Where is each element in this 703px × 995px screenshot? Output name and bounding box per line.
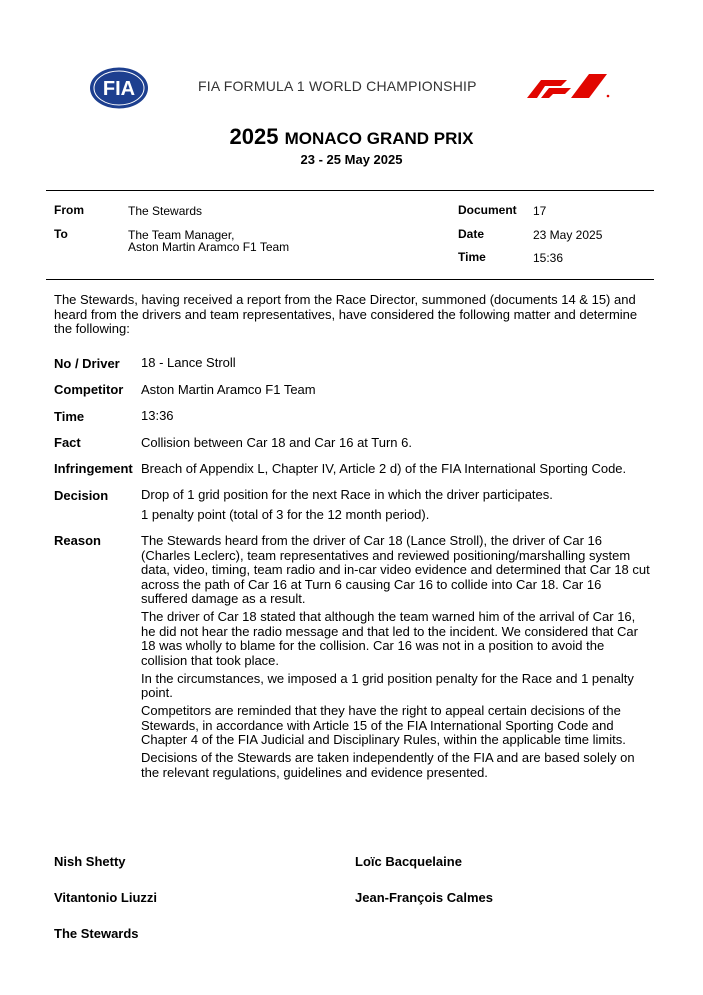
decision-value-2: 1 penalty point (total of 3 for the 12 month period). (141, 507, 430, 522)
from-label: From (54, 203, 84, 217)
to-value-line1: The Team Manager, (128, 228, 235, 242)
reason-label: Reason (54, 533, 101, 548)
reason-paragraph: The Stewards heard from the driver of Car 18 (Lance Stroll), the driver of Car 16 (Charles Leclerc), team representatives and reviewed positioning/marshalling system data, video, timing, team radio and in-car video evidence and determined that Car 18 cut across the path of Car 16 at Turn 6 causing Car 16 to collide into Car 18. Car 16 suffered damage as a result. (141, 533, 650, 606)
date-label: Date (458, 227, 485, 241)
decision-value-1: Drop of 1 grid position for the next Race in which the driver participates. (141, 487, 553, 502)
page-title (0, 124, 703, 150)
steward-name: Loïc Bacquelaine (355, 854, 462, 869)
steward-name: Nish Shetty (54, 854, 126, 869)
document-value: 17 (533, 204, 547, 218)
title-event: MONACO GRAND PRIX (284, 129, 474, 148)
incident-time-label: Time (54, 409, 85, 424)
infringement-value: Breach of Appendix L, Chapter IV, Article 2 d) of the FIA International Sporting Code. (141, 461, 627, 476)
fact-label: Fact (54, 435, 81, 450)
title-year: 2025 (229, 124, 279, 149)
reason-paragraph: Decisions of the Stewards are taken independently of the FIA and are based solely on the relevant regulations, guidelines and evidence presented. (141, 750, 635, 780)
driver-label: No / Driver (54, 356, 120, 371)
steward-name: Jean-François Calmes (355, 890, 494, 905)
document-label: Document (458, 203, 517, 217)
f1-logo (527, 74, 611, 98)
time-value: 15:36 (533, 251, 564, 265)
decision-label: Decision (54, 488, 109, 503)
stewards-footer: The Stewards (54, 926, 139, 941)
infringement-label: Infringement (54, 461, 133, 476)
championship-title: FIA FORMULA 1 WORLD CHAMPIONSHIP (198, 78, 477, 94)
date-value: 23 May 2025 (533, 228, 603, 242)
steward-name: Vitantonio Liuzzi (54, 890, 158, 905)
incident-time-value: 13:36 (141, 408, 174, 423)
divider-bottom (46, 279, 654, 280)
from-value: The Stewards (128, 204, 203, 218)
intro-paragraph: The Stewards, having received a report from the Race Director, summoned (documents 14 & 15) and heard from the drivers and team representatives, have considered the following matter and determine the following: (54, 292, 638, 336)
to-value-line2: Aston Martin Aramco F1 Team (128, 240, 290, 254)
fia-logo (88, 66, 150, 110)
to-label: To (54, 227, 68, 241)
time-label: Time (458, 250, 486, 264)
divider-top (46, 190, 654, 191)
fact-value: Collision between Car 18 and Car 16 at Turn 6. (141, 435, 412, 450)
event-dates: 23 - 25 May 2025 (300, 152, 403, 167)
competitor-label: Competitor (54, 382, 124, 397)
reason-paragraph: Competitors are reminded that they have the right to appeal certain decisions of the Stewards, in accordance with Article 15 of the FIA International Sporting Code and Chapter 4 of the FIA Judicial and Disciplinary Rules, within the applicable time limits. (141, 703, 626, 747)
competitor-value: Aston Martin Aramco F1 Team (141, 382, 316, 397)
fia-logo-text: FIA (102, 78, 136, 100)
driver-value: 18 - Lance Stroll (141, 355, 236, 370)
reason-paragraph: In the circumstances, we imposed a 1 grid position penalty for the Race and 1 penalty point. (141, 670, 634, 700)
reason-text (141, 534, 651, 784)
reason-paragraph: The driver of Car 18 stated that although the team warned him of the arrival of Car 16, he did not hear the radio message and that led to the incident. We considered that Car 18 was wholly to blame for the collision. Car 16 was not in a position to avoid the collision that took place. (141, 609, 638, 668)
